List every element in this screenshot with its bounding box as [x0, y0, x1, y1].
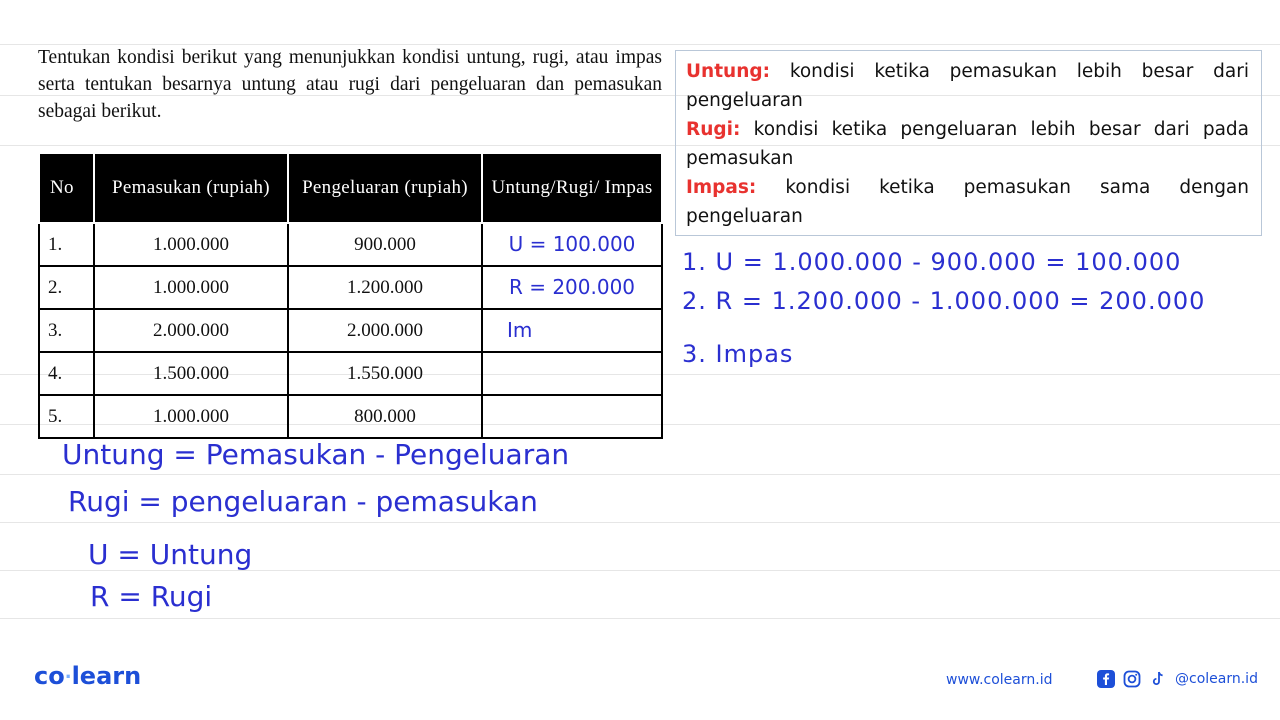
logo-dot: ·	[64, 666, 72, 688]
pemasukan-cell: 1.500.000	[94, 352, 288, 395]
pengeluaran-cell: 1.200.000	[288, 266, 482, 309]
column-header-pengeluaran: Pengeluaran (rupiah)	[288, 153, 482, 223]
term-label: Untung:	[686, 61, 771, 82]
term-label: Rugi:	[686, 119, 741, 140]
row-number: 5.	[39, 395, 94, 438]
definition-text: kondisi ketika pengeluaran lebih besar dari pada pemasukan	[686, 119, 1249, 169]
handwritten-formula-rugi: Rugi = pengeluaran - pemasukan	[68, 485, 538, 518]
table-row	[39, 309, 662, 352]
result-cell	[482, 395, 662, 438]
instagram-icon[interactable]	[1123, 670, 1141, 688]
handwritten-answer: R = 200.000	[508, 275, 636, 299]
colearn-logo	[34, 662, 141, 690]
handwritten-calc-1: 1. U = 1.000.000 - 900.000 = 100.000	[682, 248, 1182, 276]
column-header-result: Untung/Rugi/ Impas	[482, 153, 662, 223]
definition-text: kondisi ketika pemasukan lebih besar dari pengeluaran	[686, 61, 1249, 111]
ruled-line	[0, 618, 1280, 619]
tiktok-icon[interactable]	[1149, 670, 1167, 688]
ruled-line	[0, 522, 1280, 523]
handwritten-abbrev-u: U = Untung	[88, 538, 253, 571]
handwritten-answer: Im	[507, 318, 533, 342]
pemasukan-cell: 1.000.000	[94, 223, 288, 266]
row-number: 4.	[39, 352, 94, 395]
pemasukan-cell: 1.000.000	[94, 266, 288, 309]
handwritten-calc-3: 3. Impas	[682, 340, 794, 368]
result-cell	[482, 352, 662, 395]
ruled-line	[0, 474, 1280, 475]
social-links	[1097, 668, 1258, 690]
handwritten-formula-untung: Untung = Pemasukan - Pengeluaran	[62, 438, 570, 471]
row-number: 3.	[39, 309, 94, 352]
problem-statement: Tentukan kondisi berikut yang menunjukkan kondisi untung, rugi, atau impas serta tentukan besarnya untung atau rugi dari pengeluaran dan pemasukan sebagai berikut.	[38, 47, 662, 122]
column-header-pemasukan: Pemasukan (rupiah)	[94, 153, 288, 223]
pengeluaran-cell: 900.000	[288, 223, 482, 266]
result-cell	[482, 223, 662, 266]
definitions-box	[675, 50, 1262, 236]
pengeluaran-cell: 800.000	[288, 395, 482, 438]
logo-text-learn: learn	[71, 662, 142, 690]
income-expense-table	[38, 152, 663, 439]
pemasukan-cell: 2.000.000	[94, 309, 288, 352]
definition-rugi	[686, 115, 1249, 173]
pengeluaran-cell: 2.000.000	[288, 309, 482, 352]
column-header-no: No	[39, 153, 94, 223]
table-header-row	[39, 153, 662, 223]
handwritten-abbrev-r: R = Rugi	[90, 580, 213, 613]
table-row	[39, 395, 662, 438]
website-link[interactable]: www.colearn.id	[946, 672, 1053, 688]
result-cell	[482, 309, 662, 352]
pemasukan-cell: 1.000.000	[94, 395, 288, 438]
row-number: 1.	[39, 223, 94, 266]
handwritten-calc-2: 2. R = 1.200.000 - 1.000.000 = 200.000	[682, 287, 1206, 315]
result-cell	[482, 266, 662, 309]
social-handle[interactable]: @colearn.id	[1175, 671, 1258, 687]
definition-untung	[686, 57, 1249, 115]
table-row	[39, 223, 662, 266]
row-number: 2.	[39, 266, 94, 309]
definition-text: kondisi ketika pemasukan sama dengan pengeluaran	[686, 177, 1249, 227]
handwritten-answer: U = 100.000	[508, 232, 636, 256]
table-row	[39, 266, 662, 309]
facebook-icon[interactable]	[1097, 670, 1115, 688]
logo-text-co: co	[34, 662, 65, 690]
definition-impas	[686, 173, 1249, 231]
pengeluaran-cell: 1.550.000	[288, 352, 482, 395]
table-row	[39, 352, 662, 395]
term-label: Impas:	[686, 177, 757, 198]
